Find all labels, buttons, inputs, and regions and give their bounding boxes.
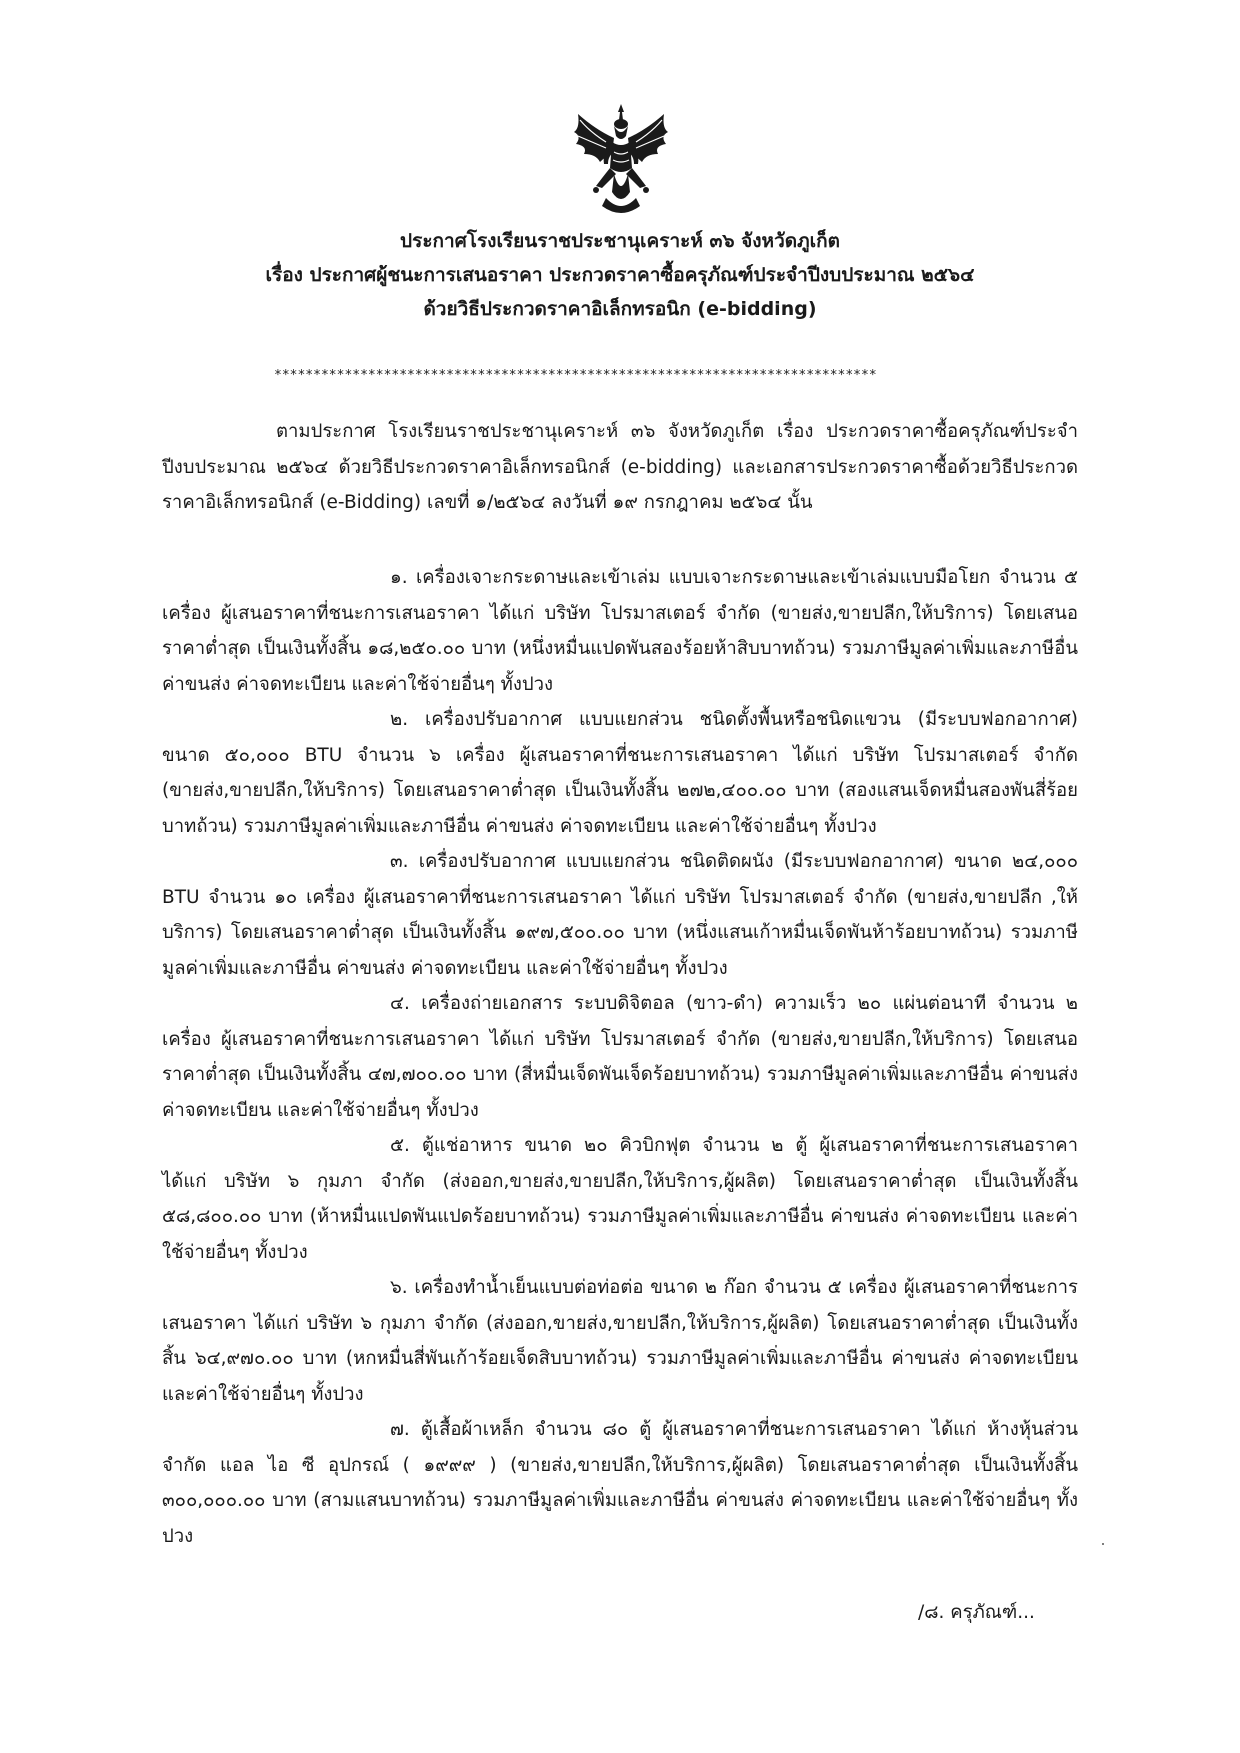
list-item: [162, 1128, 1078, 1270]
item-text: ตู้แช่อาหาร ขนาด ๒๐ คิวบิกฟุต จำนวน ๒ ตู้ ผู้เสนอราคาที่ชนะการเสนอราคา ได้แก่ บริษัท ๖ กุมภา จำกัด (ส่งออก,ขายส่ง,ขายปลีก,ให้บริการ,ผู้ผลิต) โดยเสนอราคาต่ำสุด เป็นเงินทั้งสิ้น ๕๘,๘๐๐.๐๐ บาท (ห้าหมื่นแปดพันแปดร้อยบาทถ้วน) รวมภาษีมูลค่าเพิ่มและภาษีอื่น ค่าขนส่ง ค่าจดทะเบียน และค่าใช้จ่ายอื่นๆ ทั้งปวง: [162, 1135, 1078, 1263]
heading-method: ด้วยวิธีประกวดราคาอิเล็กทรอนิก (e-bidding): [423, 298, 817, 320]
item-text: ตู้เสื้อผ้าเหล็ก จำนวน ๘๐ ตู้ ผู้เสนอราคาที่ชนะการเสนอราคา ได้แก่ ห้างหุ้นส่วนจำกัด แอล ไอ ซี อุปกรณ์ ( ๑๙๙๙ ) (ขายส่ง,ขายปลีก,ให้บริการ,ผู้ผลิต) โดยเสนอราคาต่ำสุด เป็นเงินทั้งสิ้น ๓๐๐,๐๐๐.๐๐ บาท (สามแสนบาทถ้วน) รวมภาษีมูลค่าเพิ่มและภาษีอื่น ค่าขนส่ง ค่าจดทะเบียน และค่าใช้จ่ายอื่นๆ ทั้งปวง: [162, 1419, 1078, 1547]
list-item: [162, 986, 1078, 1128]
heading-separator: *****************************************************************************: [274, 368, 877, 383]
heading-subject: เรื่อง ประกาศผู้ชนะการเสนอราคา ประกวดราคาซื้อครุภัณฑ์ประจำปีงบประมาณ ๒๕๖๔: [265, 264, 975, 286]
list-item: [162, 844, 1078, 986]
list-item: [162, 1412, 1078, 1554]
list-item: [162, 702, 1078, 844]
item-text: เครื่องทำน้ำเย็นแบบต่อท่อต่อ ขนาด ๒ ก๊อก จำนวน ๕ เครื่อง ผู้เสนอราคาที่ชนะการเสนอราคา ได้แก่ บริษัท ๖ กุมภา จำกัด (ส่งออก,ขายส่ง,ขายปลีก,ให้บริการ,ผู้ผลิต) โดยเสนอราคาต่ำสุด เป็นเงินทั้งสิ้น ๖๔,๙๗๐.๐๐ บาท (หกหมื่นสี่พันเก้าร้อยเจ็ดสิบบาทถ้วน) รวมภาษีมูลค่าเพิ่มและภาษีอื่น ค่าขนส่ง ค่าจดทะเบียน และค่าใช้จ่ายอื่นๆ ทั้งปวง: [162, 1277, 1078, 1405]
intro-paragraph: ตามประกาศ โรงเรียนราชประชานุเคราะห์ ๓๖ จังหวัดภูเก็ต เรื่อง ประกวดราคาซื้อครุภัณฑ์ประจำปีงบประมาณ ๒๕๖๔ ด้วยวิธีประกวดราคาอิเล็กทรอนิกส์ (e-bidding) และเอกสารประกวดราคาซื้อด้วยวิธีประกวดราคาอิเล็กทรอนิกส์ (e-Bidding) เลขที่ ๑/๒๕๖๔ ลงวันที่ ๑๙ กรกฎาคม ๒๕๖๔ นั้น: [162, 421, 1078, 513]
item-text: เครื่องถ่ายเอกสาร ระบบดิจิตอล (ขาว-ดำ) ความเร็ว ๒๐ แผ่นต่อนาที จำนวน ๒ เครื่อง ผู้เสนอราคาที่ชนะการเสนอราคา ได้แก่ บริษัท โปรมาสเตอร์ จำกัด (ขายส่ง,ขายปลีก,ให้บริการ) โดยเสนอราคาต่ำสุด เป็นเงินทั้งสิ้น ๔๗,๗๐๐.๐๐ บาท (สี่หมื่นเจ็ดพันเจ็ดร้อยบาทถ้วน) รวมภาษีมูลค่าเพิ่มและภาษีอื่น ค่าขนส่ง ค่าจดทะเบียน และค่าใช้จ่ายอื่นๆ ทั้งปวง: [162, 993, 1078, 1121]
continuation-note: /๘. ครุภัณฑ์...: [918, 1602, 1035, 1623]
item-text: เครื่องเจาะกระดาษและเข้าเล่ม แบบเจาะกระดาษและเข้าเล่มแบบมือโยก จำนวน ๕ เครื่อง ผู้เสนอราคาที่ชนะการเสนอราคา ได้แก่ บริษัท โปรมาสเตอร์ จำกัด (ขายส่ง,ขายปลีก,ให้บริการ) โดยเสนอราคาต่ำสุด เป็นเงินทั้งสิ้น ๑๘,๒๕๐.๐๐ บาท (หนึ่งหมื่นแปดพันสองร้อยห้าสิบบาทถ้วน) รวมภาษีมูลค่าเพิ่มและภาษีอื่น ค่าขนส่ง ค่าจดทะเบียน และค่าใช้จ่ายอื่นๆ ทั้งปวง: [162, 567, 1078, 695]
list-item: [162, 560, 1078, 702]
list-item: [162, 1270, 1078, 1412]
document-heading: [0, 224, 1240, 326]
item-number: ๕.: [390, 1135, 410, 1156]
item-number: ๗.: [390, 1419, 410, 1440]
item-text: เครื่องปรับอากาศ แบบแยกส่วน ชนิดตั้งพื้นหรือชนิดแขวน (มีระบบฟอกอากาศ) ขนาด ๕๐,๐๐๐ BTU จำนวน ๖ เครื่อง ผู้เสนอราคาที่ชนะการเสนอราคา ได้แก่ บริษัท โปรมาสเตอร์ จำกัด (ขายส่ง,ขายปลีก,ให้บริการ) โดยเสนอราคาต่ำสุด เป็นเงินทั้งสิ้น ๒๗๒,๔๐๐.๐๐ บาท (สองแสนเจ็ดหมื่นสองพันสี่ร้อยบาทถ้วน) รวมภาษีมูลค่าเพิ่มและภาษีอื่น ค่าขนส่ง ค่าจดทะเบียน และค่าใช้จ่ายอื่นๆ ทั้งปวง: [162, 709, 1078, 837]
item-number: ๔.: [390, 993, 410, 1014]
item-number: ๖.: [390, 1277, 408, 1298]
garuda-emblem-icon: [566, 102, 676, 220]
scan-speck: [1102, 1543, 1104, 1545]
award-list: [162, 560, 1078, 1554]
heading-title: ประกาศโรงเรียนราชประชานุเคราะห์ ๓๖ จังหวัดภูเก็ต: [400, 230, 840, 252]
item-number: ๑.: [390, 567, 408, 588]
item-number: ๒.: [390, 709, 409, 730]
item-number: ๓.: [390, 851, 409, 872]
item-text: เครื่องปรับอากาศ แบบแยกส่วน ชนิดติดผนัง (มีระบบฟอกอากาศ) ขนาด ๒๔,๐๐๐ BTU จำนวน ๑๐ เครื่อง ผู้เสนอราคาที่ชนะการเสนอราคา ได้แก่ บริษัท โปรมาสเตอร์ จำกัด (ขายส่ง,ขายปลีก ,ให้บริการ) โดยเสนอราคาต่ำสุด เป็นเงินทั้งสิ้น ๑๙๗,๕๐๐.๐๐ บาท (หนึ่งแสนเก้าหมื่นเจ็ดพันห้าร้อยบาทถ้วน) รวมภาษีมูลค่าเพิ่มและภาษีอื่น ค่าขนส่ง ค่าจดทะเบียน และค่าใช้จ่ายอื่นๆ ทั้งปวง: [162, 851, 1078, 979]
intro-section: [162, 414, 1078, 521]
